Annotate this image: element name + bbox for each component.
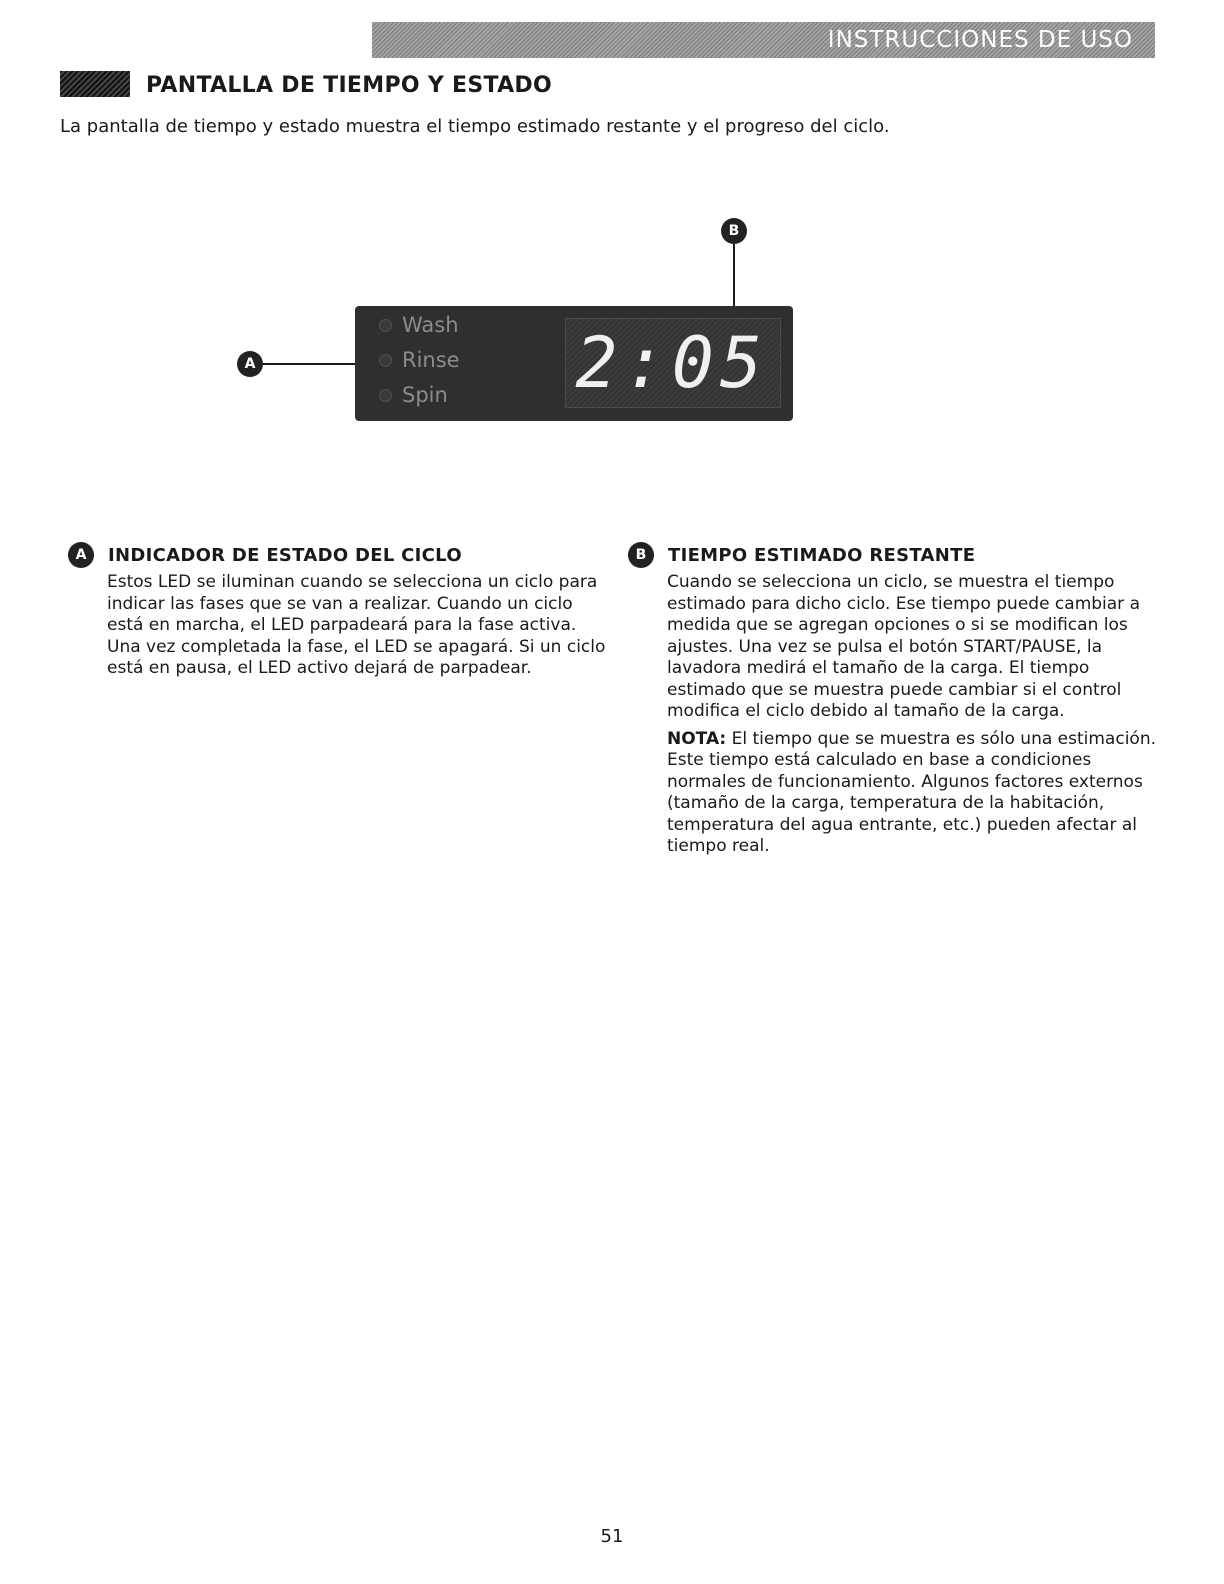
page-title: PANTALLA DE TIEMPO Y ESTADO <box>146 73 552 98</box>
led-indicator-icon <box>379 319 392 332</box>
callout-a-badge: A <box>237 351 263 377</box>
led-label: Wash <box>402 313 459 337</box>
callout-a-line <box>263 363 355 365</box>
led-indicator-icon <box>379 389 392 402</box>
column-cycle-status <box>68 542 608 686</box>
time-status-display <box>355 306 793 421</box>
note-label: NOTA: <box>667 728 727 749</box>
column-time-remaining <box>628 542 1168 864</box>
cycle-status-body: Estos LED se iluminan cuando se selecciona un ciclo para indicar las fases que se van a realizar. Cuando un ciclo está en marcha, el LED parpadeará para la fase activa. Una vez completada la fase, el LED se apagará. Si un ciclo está en pausa, el LED activo dejará de parpadear. <box>107 572 606 678</box>
led-label: Spin <box>402 383 448 407</box>
intro-text: La pantalla de tiempo y estado muestra el tiempo estimado restante y el progreso del ciclo. <box>60 116 890 137</box>
led-spin <box>379 383 448 407</box>
led-label: Rinse <box>402 348 460 372</box>
section-banner <box>372 22 1155 58</box>
section-marker <box>60 71 130 97</box>
led-wash <box>379 313 459 337</box>
time-readout <box>565 318 781 408</box>
callout-b-badge: B <box>721 218 747 244</box>
time-remaining-body: Cuando se selecciona un ciclo, se muestra el tiempo estimado para dicho ciclo. Ese tiempo puede cambiar a medida que se agregan opciones o si se modifican los ajustes. Una vez se pulsa el botón START/PAUSE, la lavadora medirá el tamaño de la carga. El tiempo estimado que se muestra puede cambiar si el control modifica el ciclo debido al tamaño de la carga. <box>667 572 1140 721</box>
note-paragraph <box>667 729 1168 858</box>
led-indicator-icon <box>379 354 392 367</box>
banner-label: INSTRUCCIONES DE USO <box>827 27 1133 53</box>
page-number: 51 <box>600 1526 624 1547</box>
badge-b: B <box>628 542 654 568</box>
heading-time-remaining: TIEMPO ESTIMADO RESTANTE <box>668 544 976 566</box>
heading-cycle-status: INDICADOR DE ESTADO DEL CICLO <box>108 544 462 566</box>
callout-b-line <box>733 244 735 306</box>
led-rinse <box>379 348 460 372</box>
badge-a: A <box>68 542 94 568</box>
time-value: 2:05 <box>575 322 768 404</box>
column-heading <box>68 542 608 568</box>
note-text: El tiempo que se muestra es sólo una estimación. Este tiempo está calculado en base a condiciones normales de funcionamiento. Algunos factores externos (tamaño de la carga, temperatura de la habitación, temperatura del agua entrante, etc.) pueden afectar al tiempo real. <box>667 728 1156 856</box>
column-heading <box>628 542 1168 568</box>
